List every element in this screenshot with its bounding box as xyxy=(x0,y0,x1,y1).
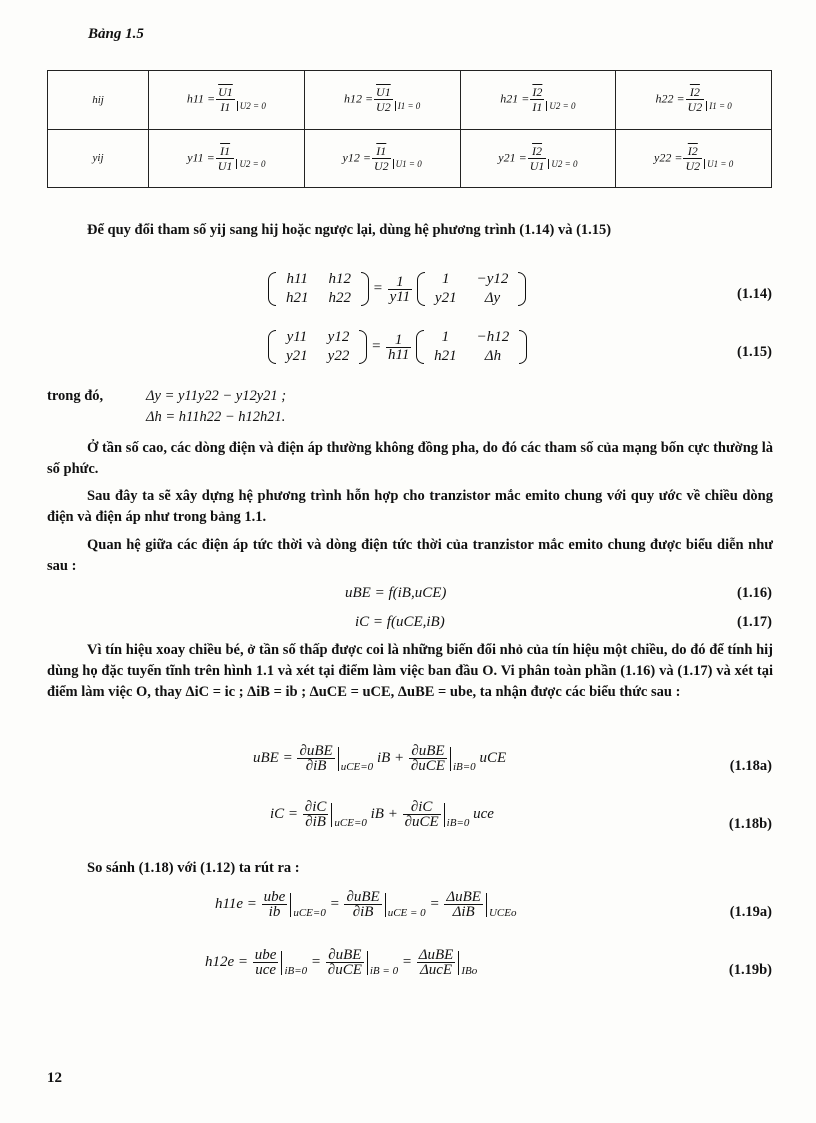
cell-lhs: h22 = xyxy=(655,91,685,106)
cell-lhs: y21 = xyxy=(498,150,527,164)
frac-den: U1 xyxy=(217,158,233,173)
table-row xyxy=(48,71,772,130)
cell-lhs: h12 = xyxy=(343,91,374,106)
paragraph-conversion: Để quy đổi tham số yij sang hij hoặc ngược lại, dùng hệ phương trình (1.14) và (1.15) xyxy=(87,222,612,238)
frac-num: I1 xyxy=(372,144,391,159)
matrix-right: 1 −h12 h21 Δh xyxy=(416,328,527,366)
row-header: hij xyxy=(48,71,149,130)
parameter-table xyxy=(47,70,772,188)
equation-1-18b: iC = $\frac{\partial iC}{\partial iB}$ $_{uCE=0}$ iB + $\frac{\partial iC}{\text{∂uCE}}$ $_{iB=0}$ uce xyxy=(270,799,494,830)
table-cell xyxy=(304,129,460,188)
frac-num: I2 xyxy=(683,144,702,159)
frac-den: U2 xyxy=(373,158,389,173)
equation-1-14 xyxy=(268,270,526,308)
equation-number: (1.15) xyxy=(736,344,772,360)
equation-1-18a: uBE = $\frac{\text{∂uBE}}{\partial iB}$ $_{uCE=0}$ iB + $\frac{\text{∂uBE}}{\text{∂uCE}}$ $_{iB=0}$ uCE xyxy=(253,743,507,774)
equation-number: (1.19b) xyxy=(728,962,772,978)
equation-1-17: iC = f(uCE,iB) xyxy=(355,614,445,630)
cell-condition: U1 = 0 xyxy=(393,159,422,169)
where-label: trong đó, xyxy=(47,388,104,404)
fraction xyxy=(686,85,705,114)
equation-number: (1.18b) xyxy=(728,816,772,832)
equation-number: (1.17) xyxy=(736,614,772,630)
matrix-left: y11 y12 y21 y22 xyxy=(268,328,367,366)
cell-lhs: y12 = xyxy=(342,150,371,164)
equation-1-19a: h11e = $\frac{\text{ube}}{ib}$ $_{uCE=0}$ = $\frac{\text{∂uBE}}{\partial iB}$ $_{uCE = 0}$ = $\frac{\text{ΔuBE}}{\text{ΔiB}}$ $_{UCEo}$ xyxy=(215,889,517,920)
table-cell xyxy=(616,71,772,130)
equation-number: (1.18a) xyxy=(729,758,772,774)
equation-1-16: uBE = f(iB,uCE) xyxy=(345,585,447,601)
cell-lhs: y11 = xyxy=(187,150,215,164)
equation-number: (1.16) xyxy=(736,585,772,601)
row-header: yij xyxy=(48,129,149,188)
cell-condition: U2 = 0 xyxy=(237,101,266,111)
equation-number: (1.14) xyxy=(736,286,772,302)
cell-condition: U2 = 0 xyxy=(548,159,577,169)
fraction xyxy=(216,85,235,114)
fraction xyxy=(216,144,235,173)
table-cell xyxy=(460,129,616,188)
paragraph-small-signal: Vì tín hiệu xoay chiều bé, ở tần số thấp được coi là những biến đổi nhỏ của tín hiệu một chiều, do đó để tính hij dùng họ đặc tuyến tĩnh trên hình 1.1 và xét tại điểm làm việc ban đầu O. Vi phân toàn phần (1.16) và (1.17) và xét tại điểm làm việc O, thay ΔiC = ic ; ΔiB = ib ; ΔuCE = uCE, ΔuBE = ube, ta nhận được các biểu thức sau : xyxy=(47,642,773,700)
fraction: $\frac{1}{h11}$ xyxy=(387,331,410,363)
table-caption: Bảng 1.5 xyxy=(88,26,144,42)
fraction xyxy=(528,144,547,173)
paragraph-high-frequency: Ở tần số cao, các dòng điện và điện áp thường không đồng pha, do đó các tham số của mạng bốn cực thường là số phức. xyxy=(47,440,773,477)
fraction xyxy=(683,144,702,173)
delta-h-definition: Δh = h11h22 − h12h21. xyxy=(146,409,286,425)
table-cell xyxy=(616,129,772,188)
frac-den: U2 xyxy=(376,100,391,115)
fraction xyxy=(374,85,393,114)
cell-condition: I1 = 0 xyxy=(395,101,421,111)
cell-condition: U1 = 0 xyxy=(704,159,733,169)
cell-condition: U2 = 0 xyxy=(546,101,575,111)
equals-sign: = xyxy=(371,338,382,355)
cell-lhs: h11 = xyxy=(186,91,216,106)
cell-lhs: h21 = xyxy=(500,91,530,106)
frac-num: I2 xyxy=(532,85,543,100)
equation-1-19b: h12e = $\frac{\text{ube}}{\text{uce}}$ $_{iB=0}$ = $\frac{\text{∂uBE}}{\text{∂uCE}}$ $_{iB = 0}$ = $\frac{\text{ΔuBE}}{\text{ΔucE}}$ $_{IBo}$ xyxy=(205,947,478,978)
matrix-right: 1 −y12 y21 Δy xyxy=(417,270,526,308)
frac-den: U1 xyxy=(529,158,545,173)
paragraph-relation: Quan hệ giữa các điện áp tức thời và dòng điện tức thời của tranzistor mắc emito chung được biểu diễn như sau : xyxy=(47,537,773,574)
cell-condition: U2 = 0 xyxy=(236,159,265,169)
page-number: 12 xyxy=(47,1070,62,1086)
frac-num: U1 xyxy=(376,85,391,100)
table-row xyxy=(48,129,772,188)
frac-den: U2 xyxy=(687,100,703,115)
table-cell xyxy=(149,71,305,130)
equation-1-15 xyxy=(268,328,527,366)
table-cell xyxy=(304,71,460,130)
equals-sign: = xyxy=(372,280,383,297)
frac-num: U1 xyxy=(218,85,233,100)
cell-lhs: y22 = xyxy=(654,150,683,164)
fraction xyxy=(530,85,544,114)
frac-num: I2 xyxy=(528,144,547,159)
fraction xyxy=(372,144,391,173)
frac-den: I1 xyxy=(220,100,231,115)
frac-num: I2 xyxy=(686,85,705,100)
table-cell xyxy=(149,129,305,188)
fraction: $\frac{1}{y11}$ xyxy=(389,273,411,305)
cell-condition: I1 = 0 xyxy=(706,101,732,111)
delta-y-definition: Δy = y11y22 − y12y21 ; xyxy=(146,388,287,404)
frac-den: U2 xyxy=(685,158,701,173)
frac-num: I1 xyxy=(216,144,235,159)
equation-number: (1.19a) xyxy=(729,904,772,920)
paragraph-hybrid-system: Sau đây ta sẽ xây dựng hệ phương trình hỗn hợp cho tranzistor mắc emito chung với quy ước về chiều dòng điện và điện áp như trong bảng 1.1. xyxy=(47,488,773,525)
paragraph-comparison: So sánh (1.18) với (1.12) ta rút ra : xyxy=(87,860,300,876)
table-cell xyxy=(460,71,616,130)
frac-den: I1 xyxy=(532,100,543,115)
matrix-left: h11 h12 h21 h22 xyxy=(268,270,369,308)
